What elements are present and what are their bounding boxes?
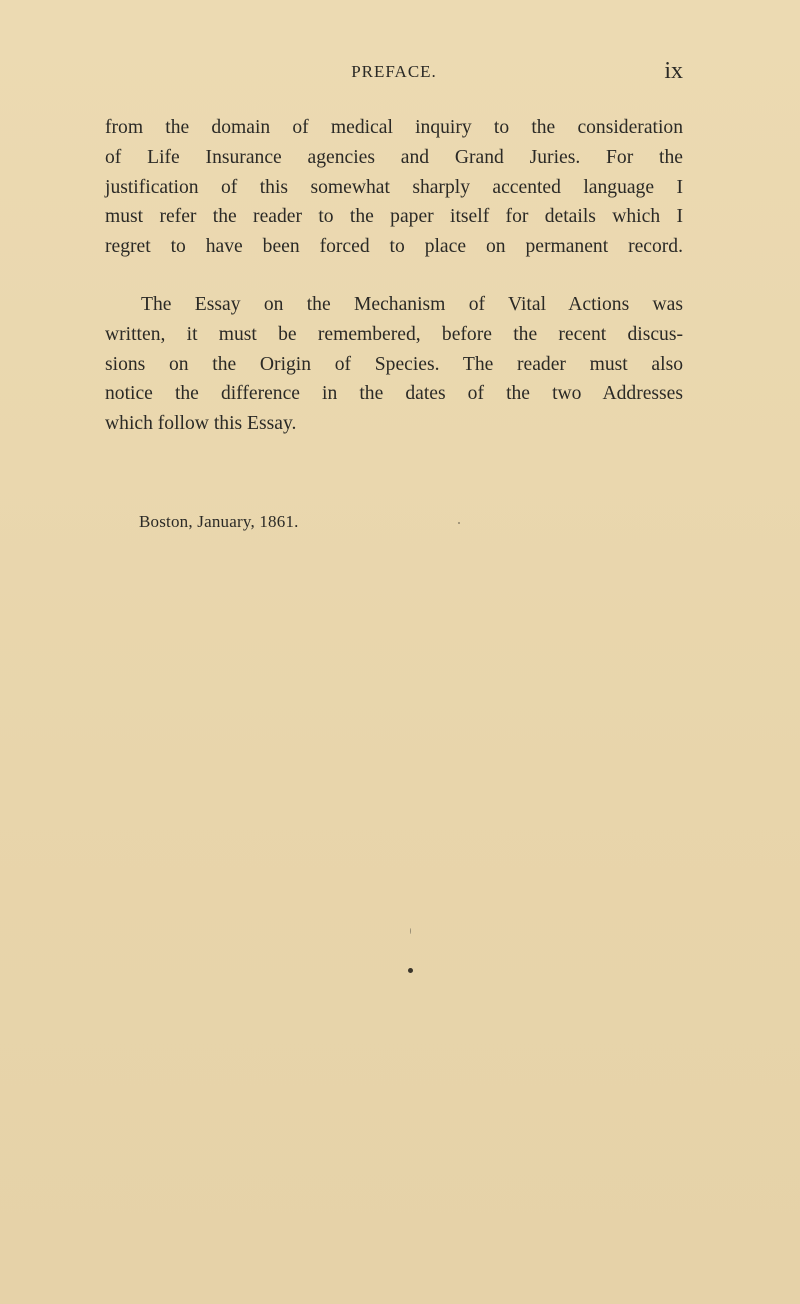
text-line: written, it must be remembered, before the recent discus- — [105, 323, 683, 345]
paragraph-2 — [105, 290, 683, 439]
paper-speck — [458, 522, 460, 524]
text-line: justification of this somewhat sharply accented language I — [105, 176, 683, 198]
running-title: PREFACE. — [351, 62, 437, 81]
text-line: The Essay on the Mechanism of Vital Actions was — [141, 294, 683, 315]
paper-speck — [410, 928, 411, 934]
text-line: regret to have been forced to place on permanent record. — [105, 236, 683, 258]
text-line: of Life Insurance agencies and Grand Juries. For the — [105, 146, 683, 168]
text-line: from the domain of medical inquiry to the consideration — [105, 117, 683, 138]
page-number: ix — [664, 58, 683, 84]
signature-dateline: Boston, January, 1861. — [139, 512, 299, 531]
running-head — [105, 58, 683, 88]
text-line: which follow this Essay. — [105, 413, 297, 435]
paragraph-1 — [105, 113, 683, 262]
text-line: must refer the reader to the paper itself for details which I — [105, 206, 683, 228]
paper-speck — [408, 968, 413, 973]
text-line: sions on the Origin of Species. The reader must also — [105, 353, 683, 375]
text-line: notice the difference in the dates of the two Addresses — [105, 383, 683, 405]
